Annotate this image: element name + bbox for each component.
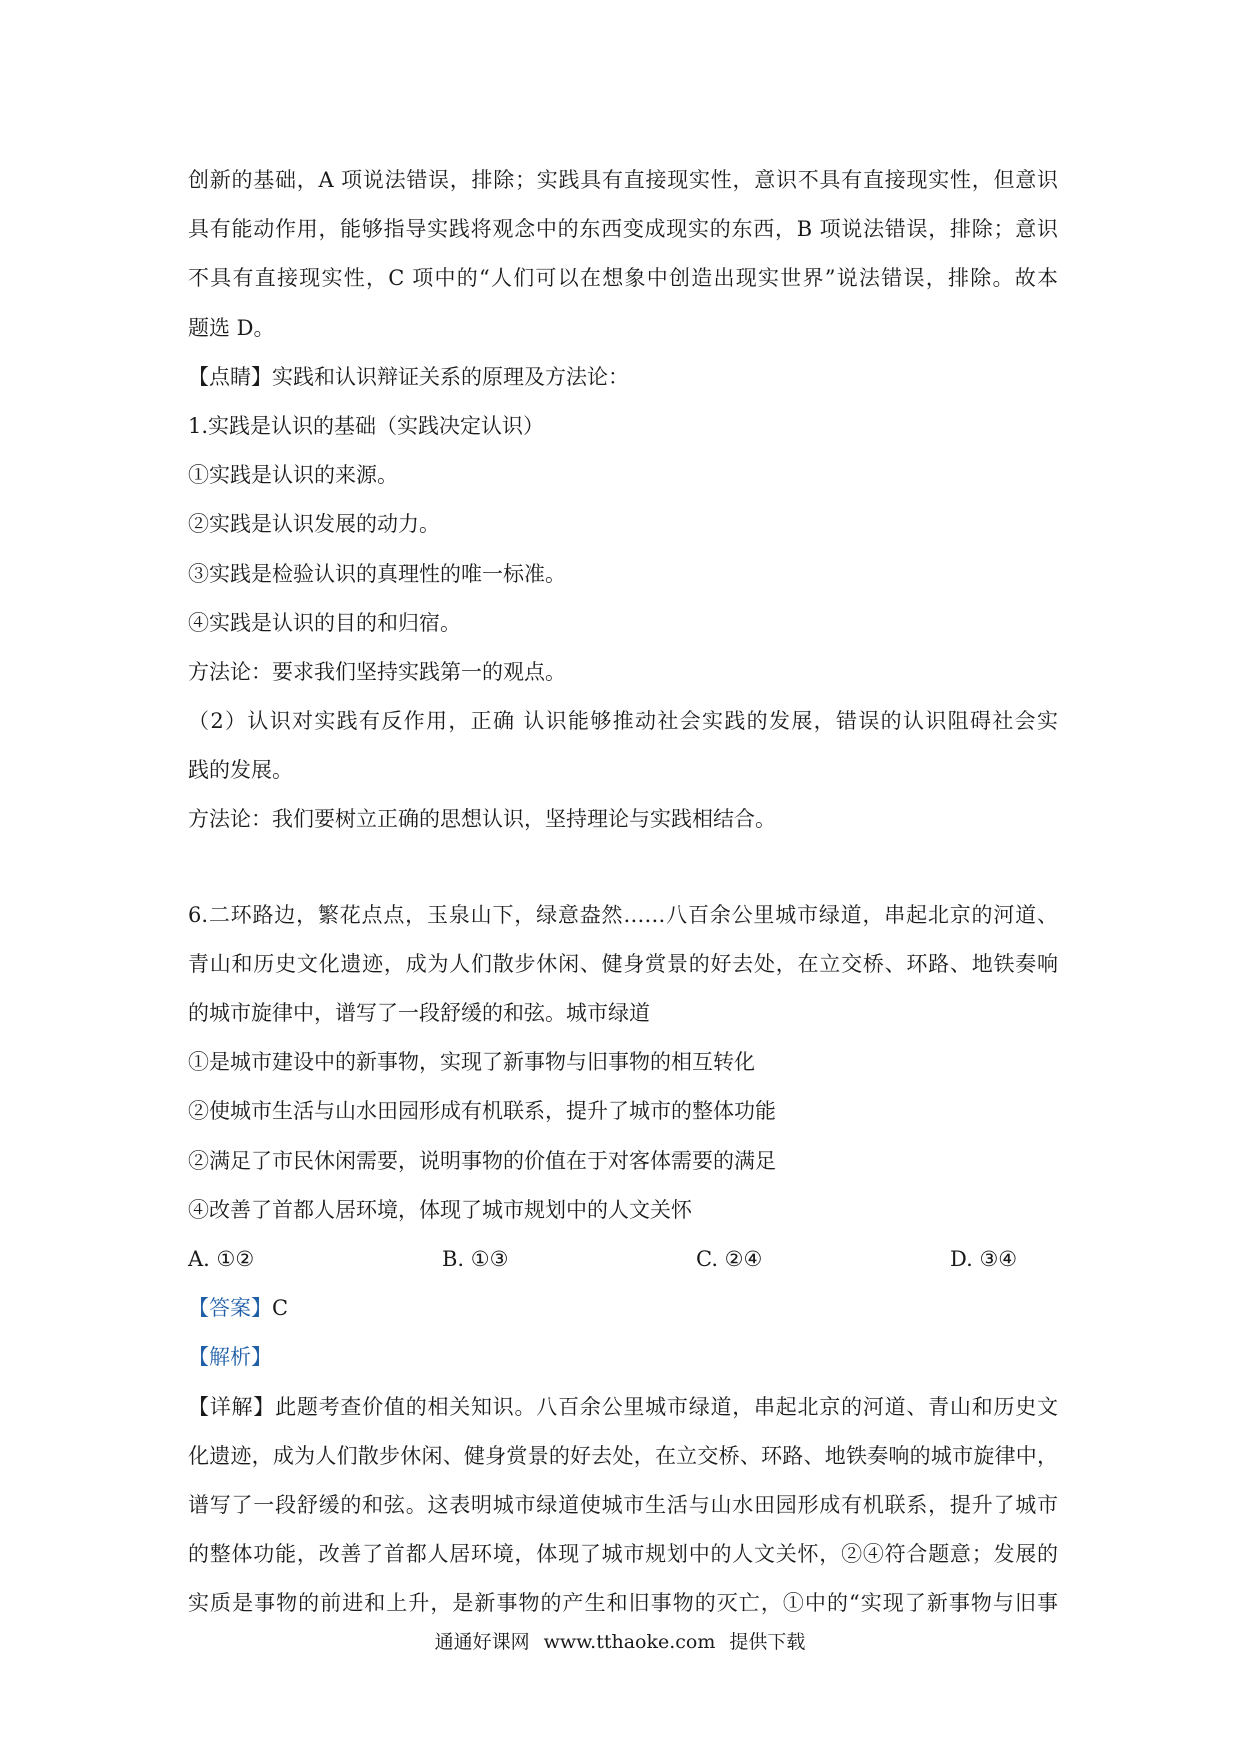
text-line: 不具有直接现实性，C 项中的“人们可以在想象中创造出现实世界”说法错误，排除。故本 [188, 266, 1058, 291]
detail-line: 的整体功能，改善了首都人居环境，体现了城市规划中的人文关怀，②④符合题意；发展的 [188, 1542, 1058, 1567]
text-line: 题选 D。 [188, 315, 275, 340]
dianjing-item: 践的发展。 [188, 758, 293, 783]
analysis-line [188, 1333, 1058, 1382]
answer-value: C [272, 1296, 289, 1321]
detail-line: 化遗迹，成为人们散步休闲、健身赏景的好去处，在立交桥、环路、地铁奏响的城市旋律中， [188, 1443, 1058, 1468]
option-b: B. ①③ [442, 1246, 509, 1271]
dianjing-item: （2）认识对实践有反作用，正确 认识能够推动社会实践的发展，错误的认识阻碍社会实 [188, 709, 1058, 734]
text-line: 具有能动作用，能够指导实践将观念中的东西变成现实的东西，B 项说法错误，排除；意识 [188, 217, 1058, 242]
dianjing-item: ③实践是检验认识的真理性的唯一标准。 [188, 561, 566, 586]
statement-item: ④改善了首都人居环境，体现了城市规划中的人文关怀 [188, 1197, 692, 1222]
footer-site-name: 通通好课网 [434, 1631, 530, 1653]
question-6 [188, 891, 1058, 1629]
option-d: D. ③④ [950, 1246, 1018, 1271]
answer-options [188, 1235, 1058, 1284]
statement-item: ①是城市建设中的新事物，实现了新事物与旧事物的相互转化 [188, 1050, 755, 1075]
question-stem-line: 的城市旋律中，谱写了一段舒缓的和弦。城市绿道 [188, 1001, 650, 1025]
dianjing-item: 方法论：要求我们坚持实践第一的观点。 [188, 659, 566, 684]
option-a: A. ①② [188, 1246, 255, 1271]
detail-line: 【详解】此题考查价值的相关知识。八百余公里城市绿道，串起北京的河道、青山和历史文 [188, 1394, 1058, 1419]
question-stem-line: 青山和历史文化遗迹，成为人们散步休闲、健身赏景的好去处，在立交桥、环路、地铁奏响 [188, 951, 1058, 976]
footer-url[interactable]: www.tthaoke.com [543, 1631, 716, 1653]
dianjing-item: 方法论：我们要树立正确的思想认识，坚持理论与实践相结合。 [188, 807, 776, 832]
page-footer [0, 1627, 1240, 1654]
analysis-label: 【解析】 [188, 1345, 272, 1370]
answer-line [188, 1284, 1058, 1333]
paragraph-top [188, 156, 1058, 353]
question-stem-line: 6.二环路边，繁花点点，玉泉山下，绿意盎然……八百余公里城市绿道，串起北京的河道、 [188, 902, 1058, 927]
detail-line: 谱写了一段舒缓的和弦。这表明城市绿道使城市生活与山水田园形成有机联系，提升了城市 [188, 1492, 1058, 1517]
dianjing-item: 1.实践是认识的基础（实践决定认识） [188, 413, 545, 438]
statement-item: ②满足了市民休闲需要，说明事物的价值在于对客体需要的满足 [188, 1148, 776, 1173]
section-gap [188, 845, 1058, 891]
dianjing-item: ①实践是认识的来源。 [188, 463, 398, 488]
dianjing-heading: 【点睛】实践和认识辩证关系的原理及方法论： [188, 364, 629, 389]
option-c: C. ②④ [696, 1246, 763, 1271]
dianjing-item: ④实践是认识的目的和归宿。 [188, 610, 461, 635]
footer-suffix: 提供下载 [729, 1631, 806, 1653]
page-content [188, 156, 1058, 1628]
dianjing-item: ②实践是认识发展的动力。 [188, 512, 440, 537]
statement-item: ②使城市生活与山水田园形成有机联系，提升了城市的整体功能 [188, 1099, 776, 1124]
detail-line: 实质是事物的前进和上升，是新事物的产生和旧事物的灭亡，①中的“实现了新事物与旧事 [188, 1591, 1058, 1616]
text-line: 创新的基础，A 项说法错误，排除；实践具有直接现实性，意识不具有直接现实性，但意识 [188, 168, 1058, 192]
answer-label: 【答案】 [188, 1296, 272, 1321]
dianjing-section [188, 353, 1058, 845]
